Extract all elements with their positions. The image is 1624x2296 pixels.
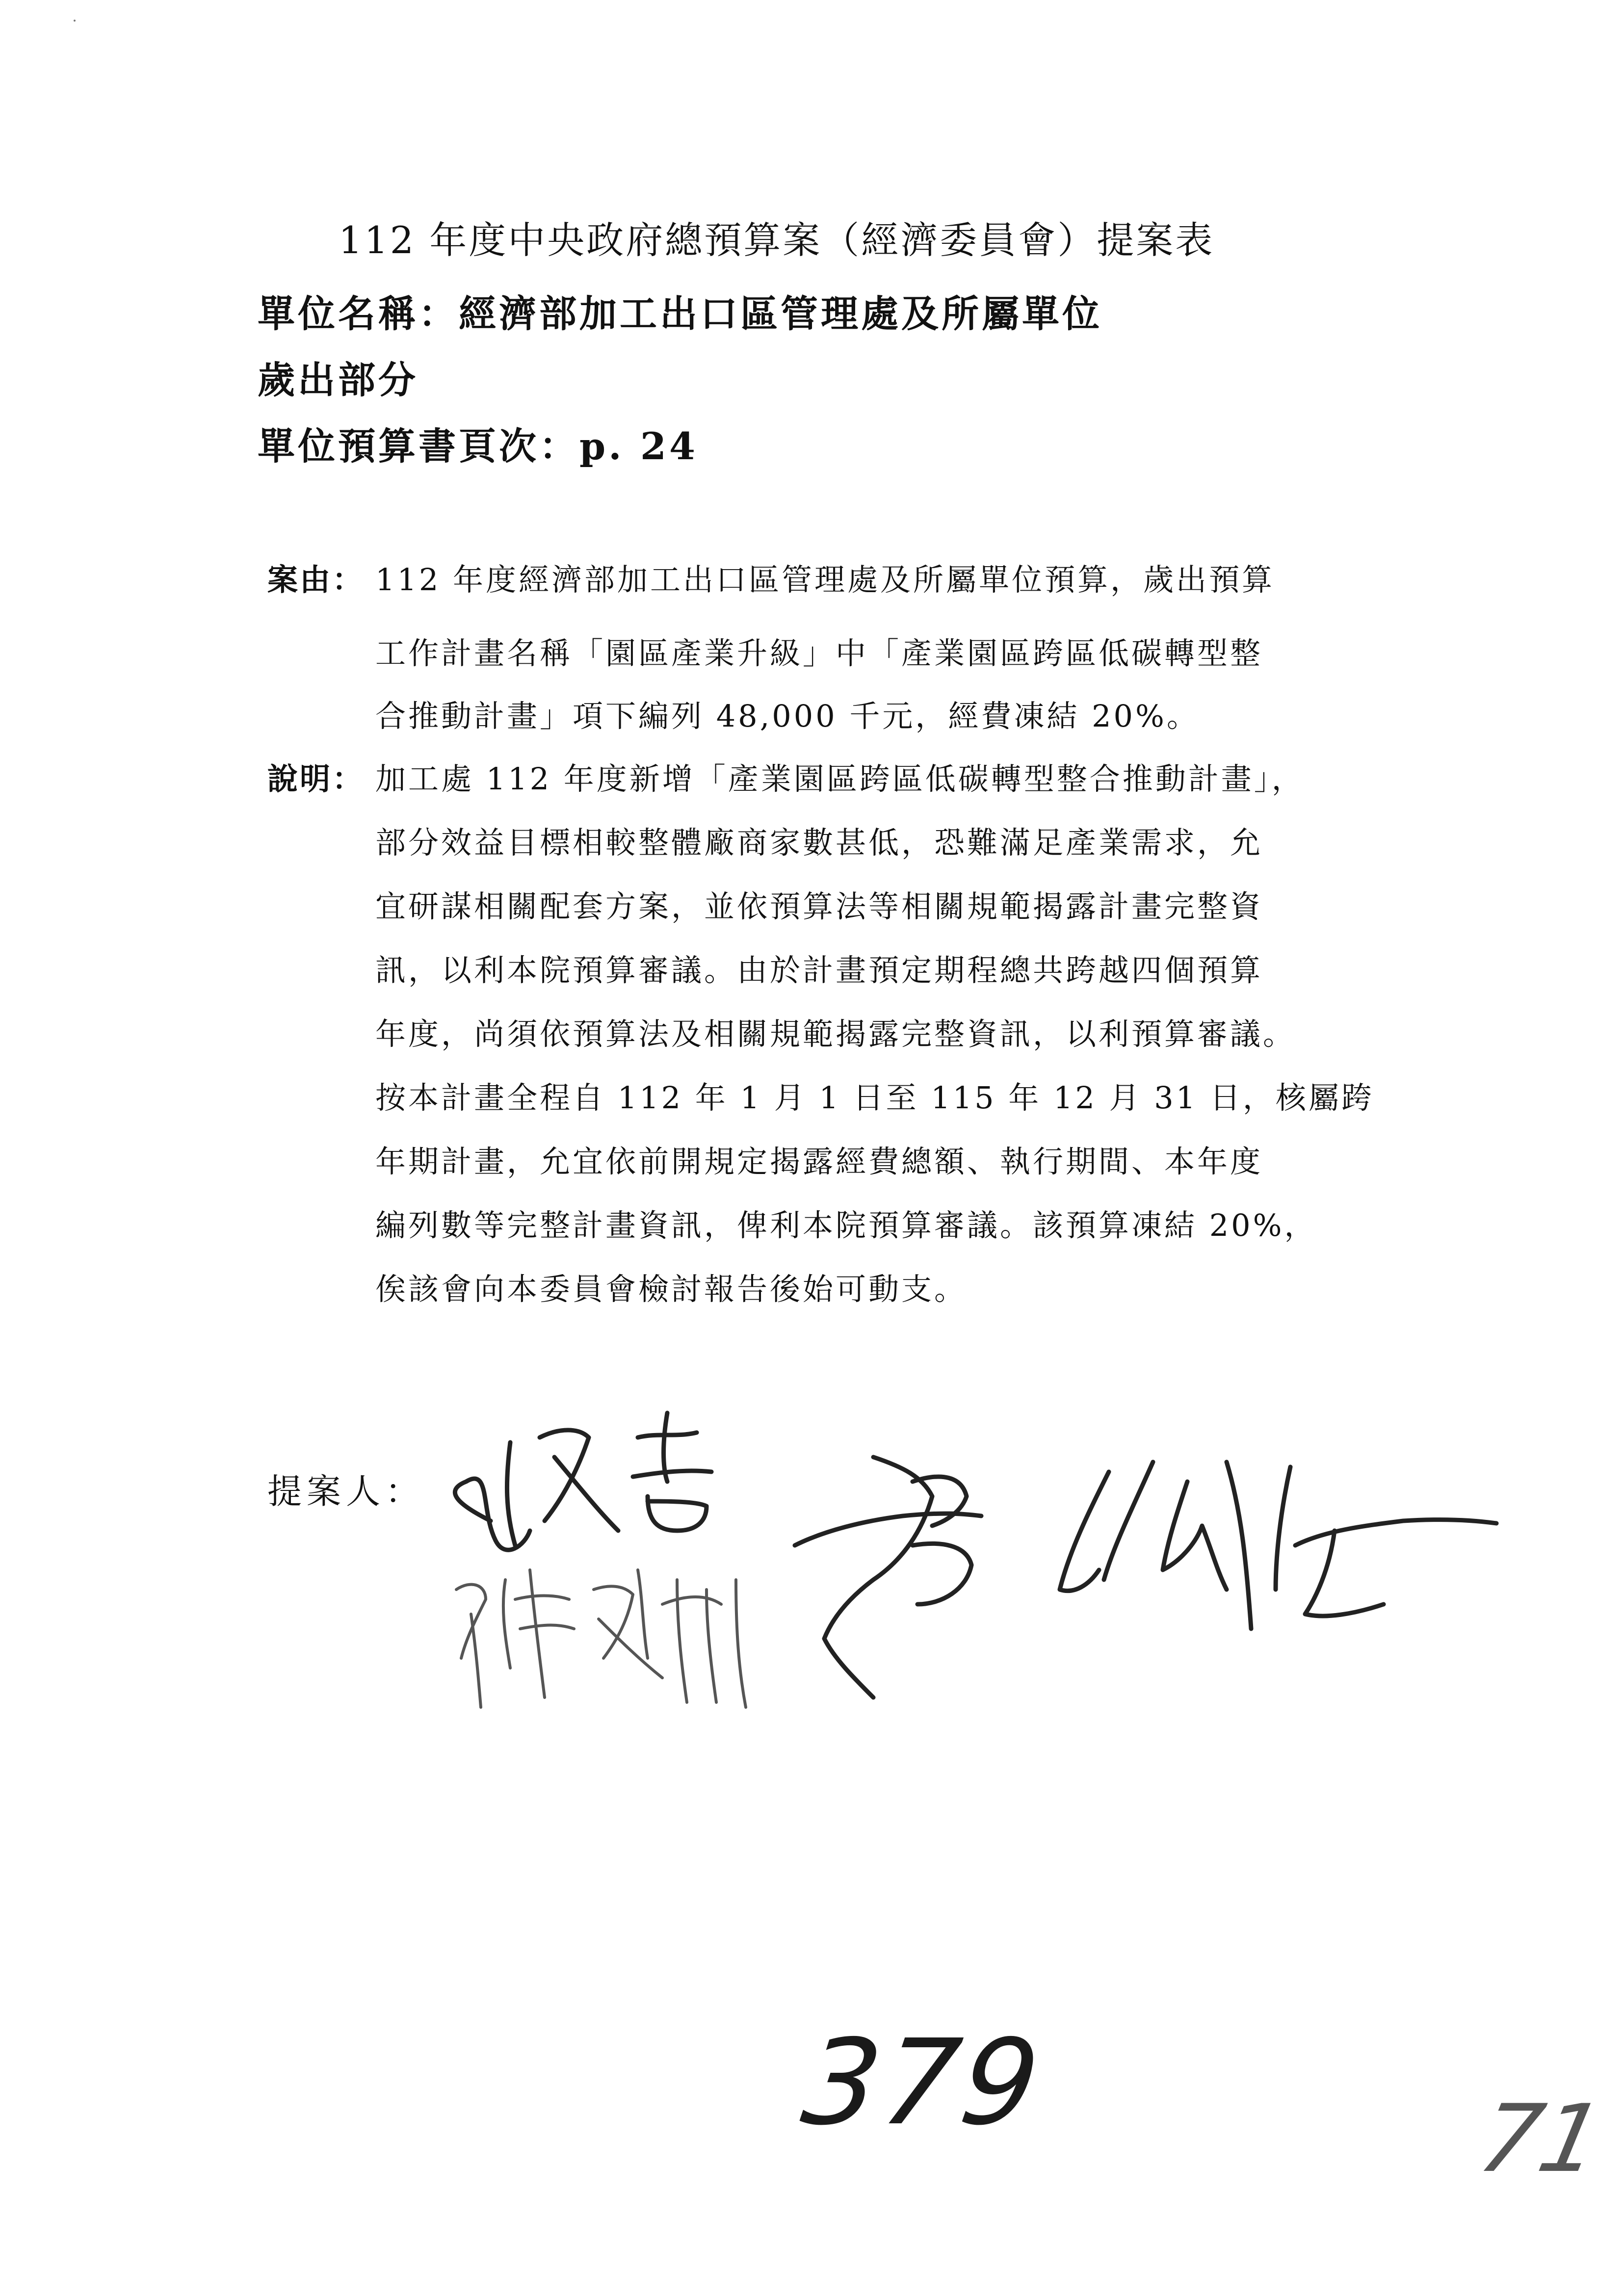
explanation-line: 按本計畫全程自 112 年 1 月 1 日至 115 年 12 月 31 日，核屬跨	[375, 1080, 1374, 1116]
explanation-label: 說明：	[267, 761, 365, 797]
handwritten-page-number: 379	[795, 2014, 1051, 2151]
explanation-line: 宜研謀相關配套方案，並依預算法等相關規範揭露計畫完整資	[375, 888, 1263, 924]
handwritten-signatures	[432, 1383, 1536, 1776]
proposer-label: 提案人：	[267, 1471, 424, 1512]
reason-line: 工作計畫名稱「園區產業升級」中「產業園區跨區低碳轉型整	[375, 635, 1263, 671]
explanation-line: 訊，以利本院預算審議。由於計畫預定期程總共跨越四個預算	[375, 952, 1263, 988]
explanation-line: 俟該會向本委員會檢討報告後始可動支。	[375, 1271, 968, 1307]
reason-line: 合推動計畫」項下編列 48,000 千元，經費凍結 20%。	[375, 698, 1200, 734]
explanation-line: 年期計畫，允宜依前開規定揭露經費總額、執行期間、本年度	[375, 1144, 1263, 1179]
explanation-line: 年度，尚須依預算法及相關規範揭露完整資訊，以利預算審議。	[375, 1016, 1296, 1052]
explanation-line: 部分效益目標相較整體廠商家數甚低，恐難滿足產業需求，允	[375, 825, 1263, 861]
reason-label: 案由：	[267, 562, 365, 598]
explanation-line: 加工處 112 年度新增「產業園區跨區低碳轉型整合推動計畫」，	[375, 761, 1305, 797]
handwritten-corner-number: 71	[1470, 2085, 1612, 2193]
unit-name: 單位名稱：經濟部加工出口區管理處及所屬單位	[258, 292, 1102, 336]
document-title: 112 年度中央政府總預算案（經濟委員會）提案表	[339, 218, 1215, 262]
budget-page-reference: 單位預算書頁次：p. 24	[258, 424, 698, 468]
explanation-line: 編列數等完整計畫資訊，俾利本院預算審議。該預算凍結 20%，	[375, 1207, 1317, 1243]
scan-speck	[74, 20, 76, 22]
section-label: 歲出部分	[258, 358, 419, 402]
reason-line: 112 年度經濟部加工出口區管理處及所屬單位預算，歲出預算	[375, 562, 1275, 598]
